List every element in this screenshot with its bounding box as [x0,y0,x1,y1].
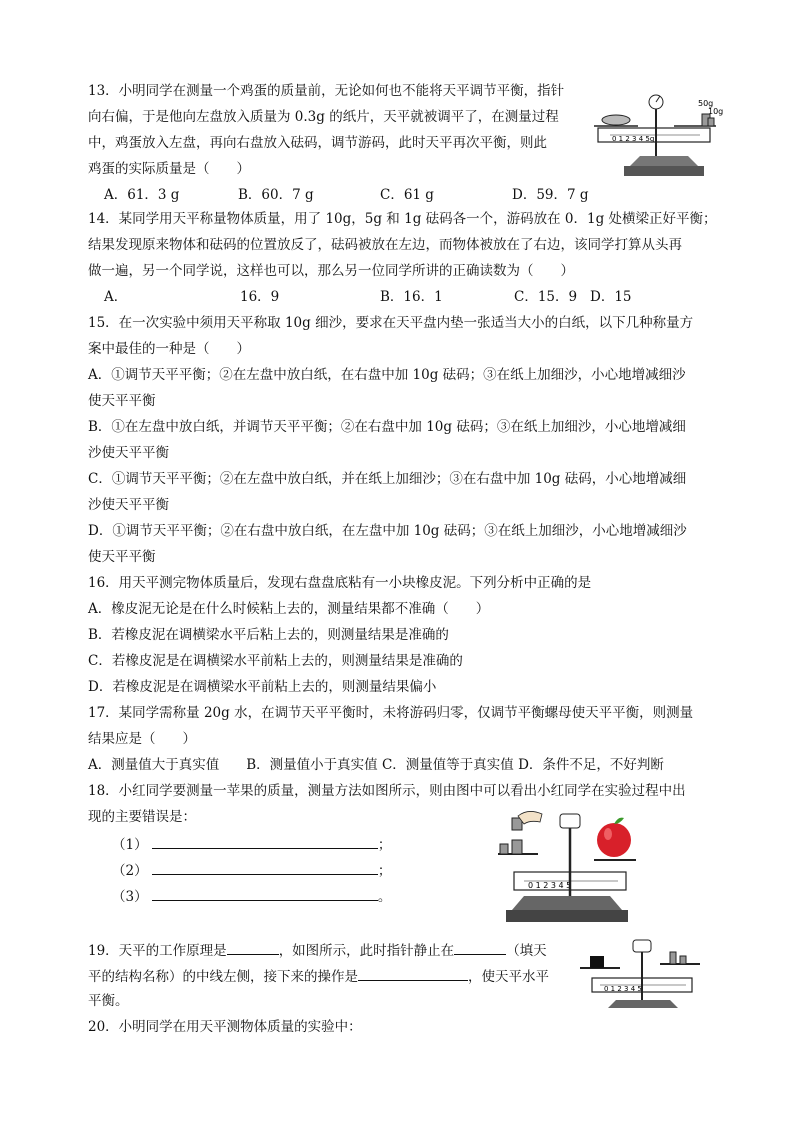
q13-option-a: A．61．3 g [104,187,180,203]
q18-scale-label: 0 1 2 3 4 5 [528,881,572,890]
q17-options: A．测量值大于真实值 B．测量值小于真实值 C．测量值等于真实值 D．条件不足，不好判断 [88,757,664,773]
weight-icon [500,844,508,854]
q14-option-b: B．16．1 [380,289,443,305]
q14-line-3: 做一遍，另一个同学说，这样也可以，那么另一位同学所讲的正确读数为（ ） [88,263,574,279]
q18-blank-row-3 [112,886,391,906]
q13-weight-label-1: 50g [698,99,714,108]
q18-blank-end: ； [377,837,392,853]
q13-balance-figure [590,92,724,180]
base-icon [608,1000,678,1008]
q19-scale-label: 0 1 2 3 4 5 [604,985,642,993]
q13-line-2: 向右偏，于是他向左盘放入质量为 0.3g 的纸片，天平就被调平了，在测量过程 [88,109,559,125]
q18-answer-blank[interactable] [152,886,378,901]
q15-option-d: D．①调节天平平衡；②在右盘中放白纸，在左盘中加 10g 砝码；③在纸上加细沙，小心地增减细沙 [88,523,687,539]
q19-text: （填天 [506,943,547,959]
q13-option-b: B．60．7 g [238,187,314,203]
weight-icon [512,840,522,854]
q13-line-3: 中，鸡蛋放入左盘，再向右盘放入砝码，调节游码，此时天平再次平衡，则此 [88,135,547,151]
q13-weight-label-2: 10g [708,107,724,116]
q18-balance-figure [494,810,640,926]
q19-blank-principle[interactable] [227,940,279,955]
q16-option-c: C．若橡皮泥是在调横梁水平前粘上去的，则测量结果是准确的 [88,653,463,669]
q19-line-3: 平衡。 [88,993,129,1009]
q19-blank-structure[interactable] [454,940,506,955]
q15-line-1: 15．在一次实验中须用天平称取 10g 细沙，要求在天平盘内垫一张适当大小的白纸，以下几种称量方 [88,315,694,331]
q19-text: 19．天平的工作原理是 [88,943,227,959]
q15-option-c: C．①调节天平平衡；②在左盘中放白纸，并在纸上加细沙；③在右盘中加 10g 砝码，小心地增减细 [88,471,687,487]
apple-icon [597,823,631,857]
q14-option-a: A． [104,289,128,305]
q18-answer-blank[interactable] [152,860,378,875]
q15-option-b-cont: 沙使天平平衡 [88,445,169,461]
q13-option-c: C．61 g [380,187,434,203]
q14-option-d: D．15 [590,289,632,305]
q18-line-1: 18．小红同学要测量一苹果的质量，测量方法如图所示，则由图中可以看出小红同学在实验过程中出 [88,783,686,799]
q16-option-a: A．橡皮泥无论是在什么时候粘上去的，测量结果都不准确（ ） [88,601,490,617]
q16-option-b: B．若橡皮泥在调横梁水平后粘上去的，则测量结果是准确的 [88,627,449,643]
q15-option-a: A．①调节天平平衡；②在左盘中放白纸，在右盘中加 10g 砝码；③在纸上加细沙，小心地增减细沙 [88,367,686,383]
q18-blank-end: ； [377,863,392,879]
q19-blank-operation[interactable] [358,966,468,981]
q14-line-2: 结果发现原来物体和砝码的位置放反了，砝码被放在左边，而物体被放在了右边，该同学打算从头再 [88,237,682,253]
q15-option-a-cont: 使天平平衡 [88,393,156,409]
q15-option-c-cont: 沙使天平平衡 [88,497,169,513]
q13-line-1: 13．小明同学在测量一个鸡蛋的质量前，无论如何也不能将天平调节平衡，指针 [88,83,565,99]
q18-blank-row-1 [112,834,391,854]
q17-line-2: 结果应是（ ） [88,731,196,747]
q15-option-d-cont: 使天平平衡 [88,549,156,565]
weight-icon [708,118,714,126]
q13-scale-label: 0 1 2 3 4 5g [612,135,655,143]
q18-blank-label: （2） [112,863,148,879]
q15-line-2: 案中最佳的一种是（ ） [88,341,250,357]
q19-line-2 [88,966,549,986]
base-icon [624,166,704,176]
base-icon [512,896,622,910]
egg-icon [602,115,630,125]
q14-option-a-value: 16．9 [240,289,280,305]
weight-icon [670,952,676,964]
q15-option-b: B．①在左盘中放白纸，并调节天平平衡；②在右盘中加 10g 砝码；③在纸上加细沙，小心地增减细 [88,419,686,435]
q14-line-1: 14．某同学用天平称量物体质量，用了 10g，5g 和 1g 砝码各一个，游码放在 0．1g 处横梁正好平衡； [88,211,717,227]
q16-line-1: 16．用天平测完物体质量后，发现右盘盘底粘有一小块橡皮泥。下列分析中正确的是 [88,575,592,591]
q17-line-1: 17．某同学需称量 20g 水，在调节天平平衡时，未将游码归零，仅调节平衡螺母使天平平衡，则测量 [88,705,694,721]
weight-icon [680,956,686,964]
q19-balance-figure [578,938,702,1014]
object-block-icon [590,956,604,968]
q18-blank-label: （3） [112,889,148,905]
q19-text: ，使天平水平 [468,969,549,985]
q18-answer-blank[interactable] [152,834,378,849]
q18-blank-label: （1） [112,837,148,853]
q19-text: ，如图所示，此时指针静止在 [278,943,455,959]
q16-option-d: D．若橡皮泥是在调横梁水平前粘上去的，则测量结果偏小 [88,679,437,695]
q13-line-4: 鸡蛋的实际质量是（ ） [88,161,250,177]
q18-blank-end: 。 [377,889,392,905]
q14-option-c: C．15．9 [514,289,578,305]
q18-blank-row-2 [112,860,391,880]
q19-text: 平的结构名称）的中线左侧，接下来的操作是 [88,969,358,985]
q13-option-d: D．59．7 g [512,187,589,203]
q19-line-1 [88,940,547,960]
q20-line-1: 20．小明同学在用天平测物体质量的实验中： [88,1019,362,1035]
q18-line-2: 现的主要错误是： [88,809,196,825]
